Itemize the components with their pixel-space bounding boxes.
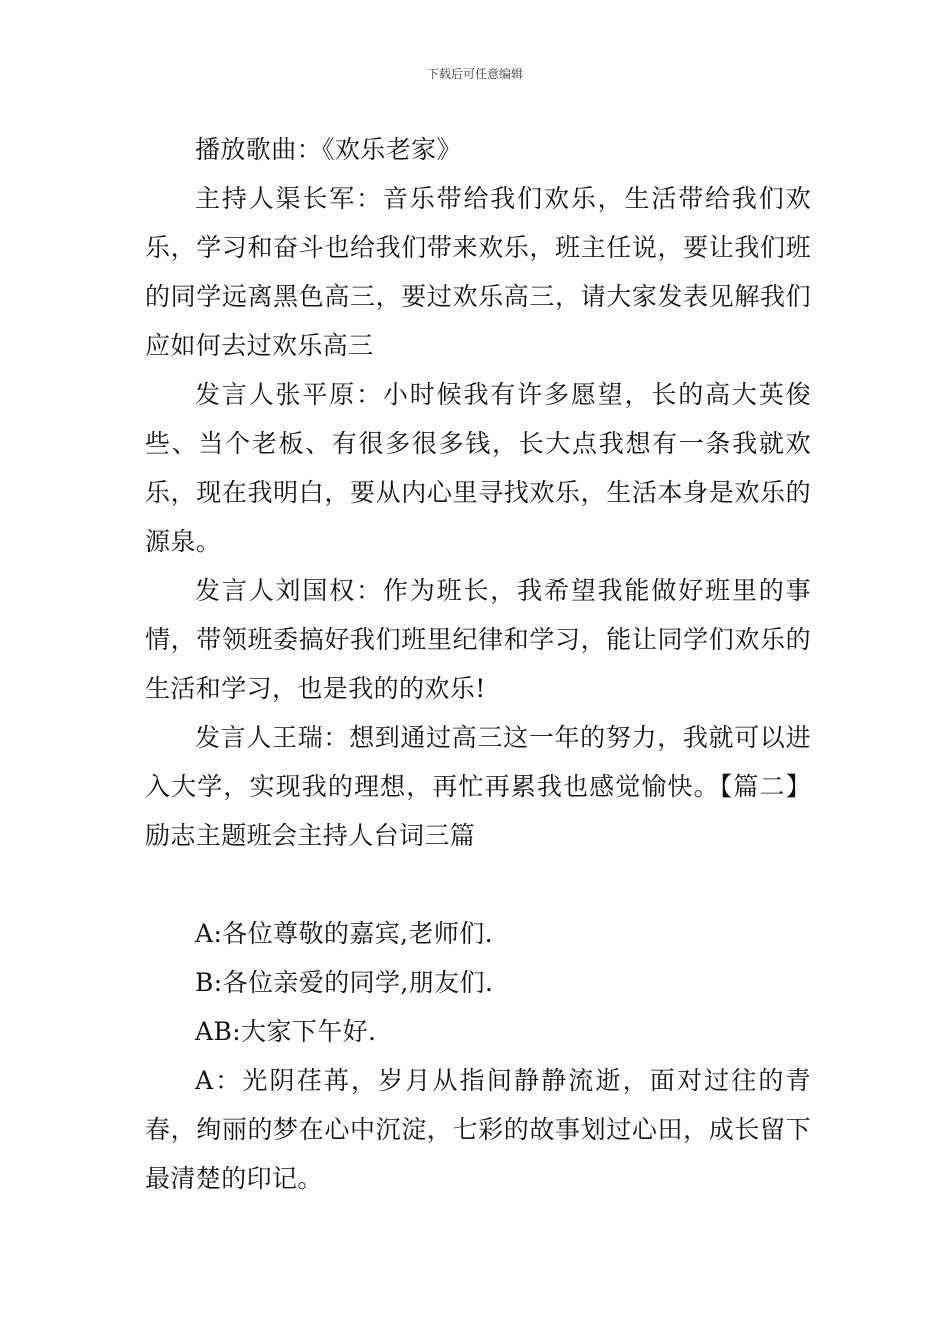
paragraph-speaker-liu: 发言人刘国权：作为班长，我希望我能做好班里的事情，带领班委搞好我们班里纪律和学习，能让同学们欢乐的生活和学习，也是我的的欢乐! — [145, 576, 811, 703]
paragraph-speaker-wang: 发言人王瑞：想到通过高三这一年的努力，我就可以进入大学，实现我的理想，再忙再累我也感觉愉快。【篇二】励志主题班会主持人台词三篇 — [145, 723, 811, 850]
paragraph-line-a-opening: A：光阴荏苒，岁月从指间静静流逝，面对过往的青春，绚丽的梦在心中沉淀，七彩的故事划过心田，成长留下最清楚的印记。 — [145, 1066, 811, 1193]
paragraph-speaker-zhang: 发言人张平原：小时候我有许多愿望，长的高大英俊些、当个老板、有很多很多钱，长大点我想有一条我就欢乐，现在我明白，要从内心里寻找欢乐，生活本身是欢乐的源泉。 — [145, 380, 811, 556]
paragraph-host-qu: 主持人渠长军：音乐带给我们欢乐，生活带给我们欢乐，学习和奋斗也给我们带来欢乐，班主任说，要让我们班的同学远离黑色高三，要过欢乐高三，请大家发表见解我们应如何去过欢乐高三 — [145, 184, 811, 360]
paragraph-song: 播放歌曲：《欢乐老家》 — [195, 135, 462, 164]
page-header-note: 下载后可任意编辑 — [426, 67, 523, 81]
paragraph-line-a-greeting: A:各位尊敬的嘉宾,老师们. — [195, 919, 493, 948]
document-body — [145, 125, 811, 1203]
paragraph-gap — [145, 860, 811, 909]
paragraph-line-b-greeting: B:各位亲爱的同学,朋友们. — [195, 968, 494, 997]
paragraph-line-ab-greeting: AB:大家下午好. — [195, 1017, 377, 1046]
